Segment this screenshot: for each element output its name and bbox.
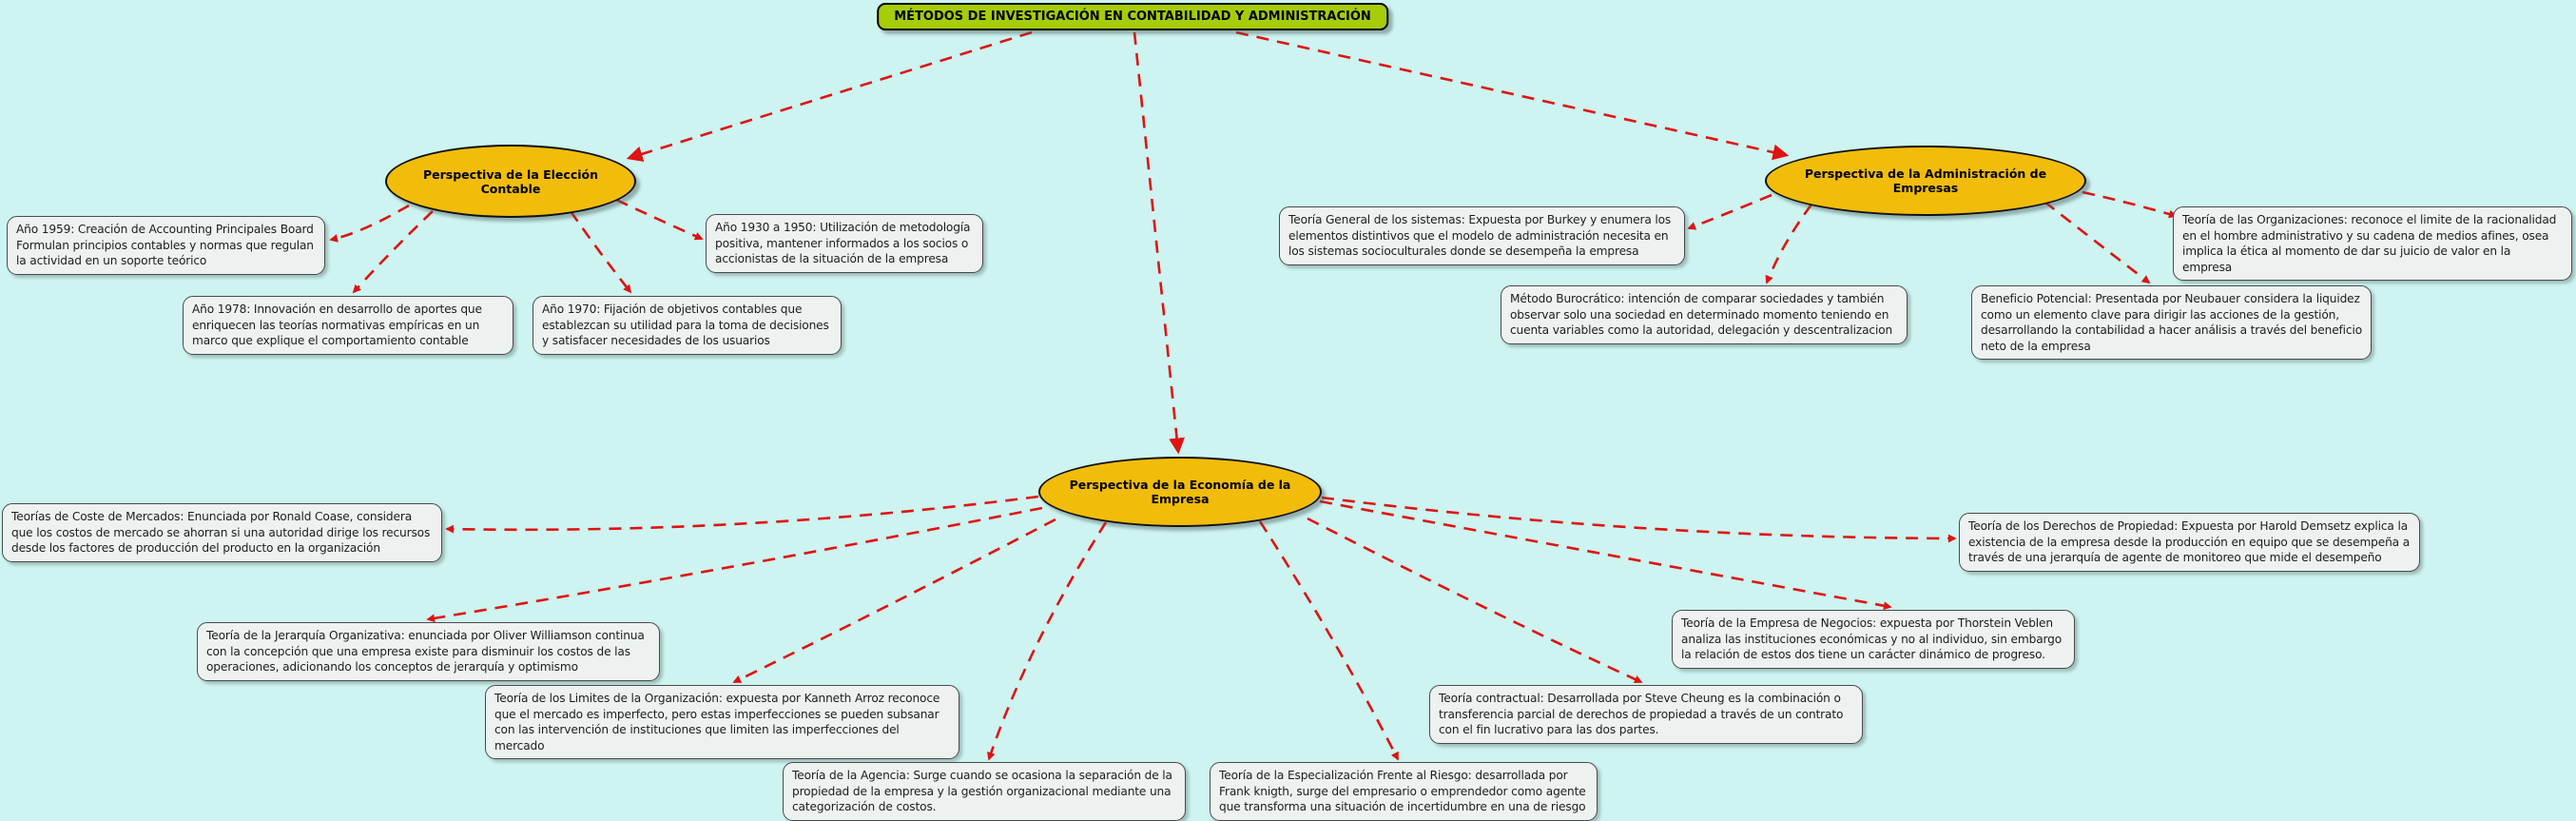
note-especializacion-riesgo[interactable] [1210, 762, 1598, 821]
link-economia-agencia[interactable] [989, 522, 1106, 759]
link-administracion-beneficio[interactable] [2044, 202, 2149, 283]
link-economia-coste[interactable] [447, 497, 1038, 530]
link-eleccion-anio1930[interactable] [616, 200, 702, 239]
concept-label: Perspectiva de la Economía de la Empresa [1069, 478, 1291, 506]
link-title-eleccion[interactable] [629, 32, 1032, 158]
note-text: Año 1978: Innovación en desarrollo de aportes que enriquecen las teorías normativas empíricas en un marco que explique el comportamiento contable [192, 303, 482, 347]
note-metodo-burocratico[interactable] [1501, 285, 1908, 344]
note-text: Método Burocrático: intención de comparar sociedades y también observar solo una sociedad en determinado momento teniendo en cuenta variables como la autoridad, delegación y descentralizacion [1510, 292, 1893, 337]
link-administracion-organizaciones[interactable] [2082, 192, 2176, 216]
concept-perspectiva-economia-empresa[interactable] [1038, 457, 1322, 527]
note-text: Teorías de Coste de Mercados: Enunciada por Ronald Coase, considera que los costos de mercado se ahorran si una autoridad dirige los recursos desde los factores de producción del producto en la organización [11, 510, 431, 555]
note-teoria-general-sistemas[interactable] [1279, 206, 1685, 265]
root-concept[interactable] [877, 3, 1388, 30]
note-teoria-contractual[interactable] [1429, 685, 1863, 744]
note-text: Año 1930 a 1950: Utilización de metodología positiva, mantener informados a los socios o accionistas de la situación de la empresa [715, 221, 971, 265]
link-administracion-sistemas[interactable] [1689, 195, 1772, 228]
concept-label: Perspectiva de la Elección Contable [422, 166, 598, 196]
note-anio-1970[interactable] [533, 296, 842, 355]
link-administracion-burocratico[interactable] [1767, 205, 1811, 283]
link-eleccion-anio1970[interactable] [571, 211, 630, 292]
note-derechos-propiedad[interactable] [1959, 513, 2420, 572]
note-beneficio-potencial[interactable] [1971, 285, 2372, 360]
note-coste-mercados[interactable] [2, 503, 442, 562]
note-text: Año 1959: Creación de Accounting Principales Board Formulan principios contables y normas que regulan la actividad en un soporte teórico [16, 223, 314, 267]
concept-perspectiva-eleccion-contable[interactable] [385, 145, 636, 218]
note-text: Teoría de la Especialización Frente al Riesgo: desarrollada por Frank knigth, surge del empresario o emprendedor como agente que transforma una situación de incertidumbre en una de riesgo [1219, 769, 1586, 813]
note-jerarquia-organizativa[interactable] [197, 622, 660, 681]
note-text: Teoría de la Empresa de Negocios: expuesta por Thorstein Veblen analiza las instituciones económicas y no al individuo, sin embargo la relación de estos dos tiene un carácter dinámico de progreso. [1681, 616, 2063, 661]
concept-perspectiva-administracion-empresas[interactable] [1765, 146, 2086, 216]
note-text: Año 1970: Fijación de objetivos contables que establezcan su utilidad para la toma de decisiones y satisfacer necesidades de los usuarios [542, 303, 829, 347]
concept-label: Perspectiva de la Administración de Empresas [1804, 166, 2047, 195]
link-economia-limites[interactable] [734, 519, 1056, 682]
link-eleccion-anio1959[interactable] [331, 205, 409, 240]
note-anio-1959[interactable] [7, 216, 325, 275]
note-empresa-negocios[interactable] [1672, 610, 2075, 669]
note-text: Teoría de la Jerarquía Organizativa: enunciada por Oliver Williamson continua con la concepción que una empresa existe para disminuir los costos de las operaciones, adicionando los conceptos de jerarquía y optimismo [206, 629, 645, 674]
note-text: Teoría de la Agencia: Surge cuando se ocasiona la separación de la propiedad de la empresa y la gestión organizacional mediante una categorización de costos. [792, 769, 1172, 813]
note-text: Teoría de los Limites de la Organización: expuesta por Kanneth Arroz reconoce que el mercado es imperfecto, pero estas imperfecciones se pueden subsanar con las intervención de instituciones que limiten las imperfecciones del mercado [494, 692, 940, 753]
note-anio-1930-1950[interactable] [706, 214, 983, 273]
note-text: Teoría contractual: Desarrollada por Steve Cheung es la combinación o transferencia parcial de derechos de propiedad a través de un contrato con el fin lucrativo para las dos partes. [1439, 692, 1844, 736]
note-teoria-organizaciones[interactable] [2173, 206, 2572, 281]
link-economia-negocios[interactable] [1320, 501, 1890, 607]
link-economia-derechos[interactable] [1322, 498, 1955, 538]
root-concept-label: MÉTODOS DE INVESTIGACIÓN EN CONTABILIDAD Y ADMINISTRACIÓN [894, 10, 1371, 24]
note-text: Teoría General de los sistemas: Expuesta por Burkey y enumera los elementos distintivos que el modelo de administración necesita en los sistemas socioculturales donde se desempeña la empresa [1288, 213, 1672, 258]
link-eleccion-anio1978[interactable] [354, 211, 433, 292]
link-title-economia[interactable] [1134, 32, 1178, 451]
note-limites-organizacion[interactable] [485, 685, 959, 759]
note-text: Teoría de los Derechos de Propiedad: Expuesta por Harold Demsetz explica la existencia de la empresa desde la producción en equipo que se desempeña a través de una jerarquía de agente de monitoreo que mide el desempeño [1968, 519, 2411, 564]
link-title-administracion[interactable] [1236, 32, 1786, 155]
note-anio-1978[interactable] [183, 296, 513, 355]
link-economia-contractual[interactable] [1307, 518, 1641, 682]
note-text: Beneficio Potencial: Presentada por Neubauer considera la liquidez como un elemento clave para dirigir las acciones de la gestión, desarrollando la contabilidad a hacer análisis a través del beneficio neto de la empresa [1981, 292, 2363, 353]
link-economia-riesgo[interactable] [1260, 521, 1398, 759]
note-teoria-agencia[interactable] [783, 762, 1186, 821]
note-text: Teoría de las Organizaciones: reconoce el limite de la racionalidad en el hombre administrativo y su cadena de medios afines, osea implica la ética al momento de dar su juicio de valor en la empresa [2182, 213, 2557, 274]
